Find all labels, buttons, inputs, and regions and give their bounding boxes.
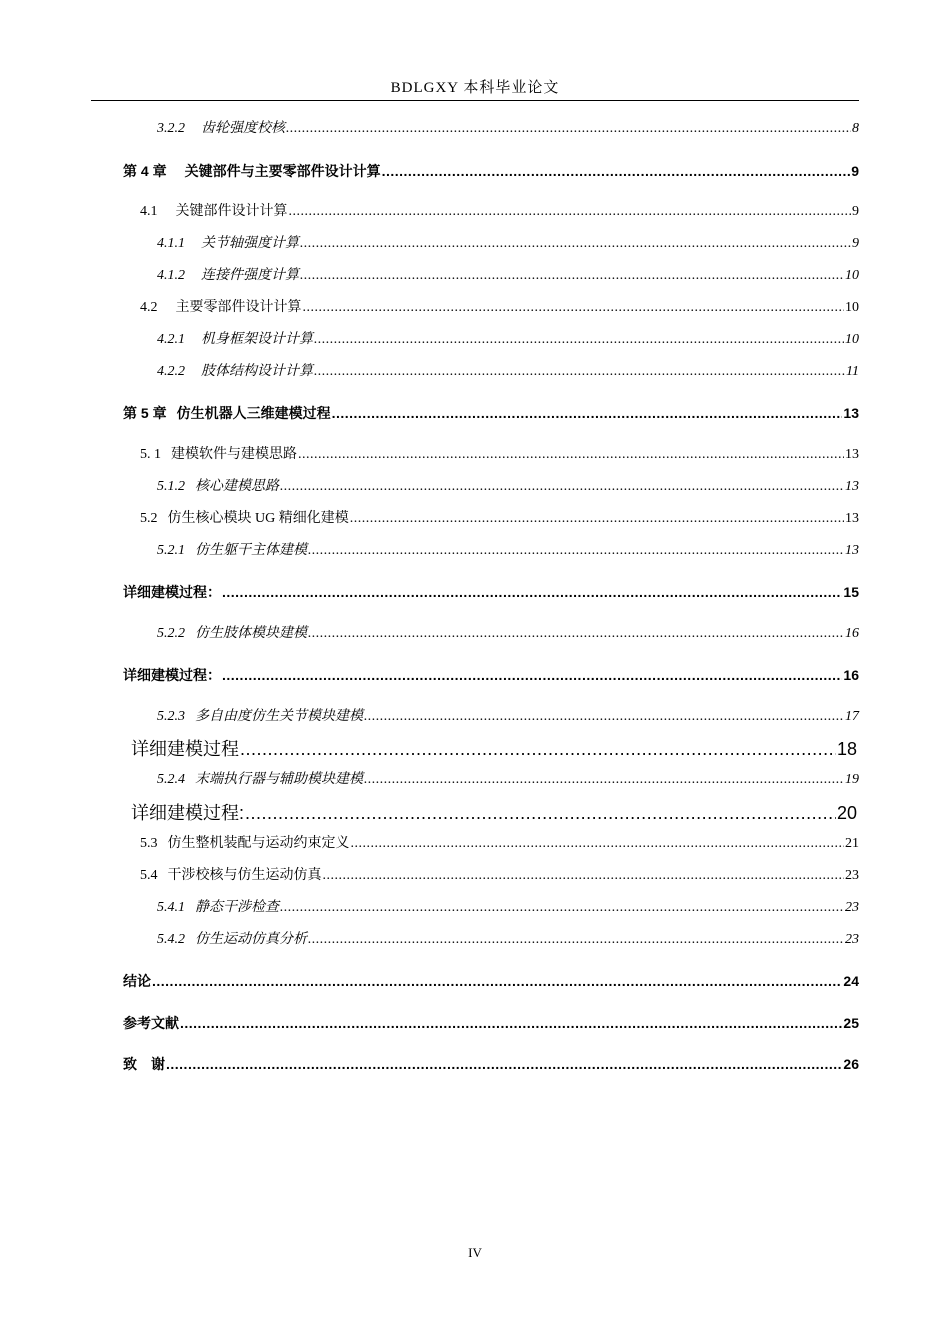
toc-entry-number: 5.2 — [140, 511, 158, 526]
toc-entry[interactable] — [123, 404, 859, 422]
toc-entry-number: 5.2.1 — [157, 543, 185, 558]
toc-entry[interactable] — [157, 625, 859, 643]
toc-entry-title: 静态干涉检查 — [195, 900, 279, 915]
toc-entry-title: 仿生躯干主体建模 — [195, 543, 307, 558]
toc-leader-dots — [300, 235, 851, 253]
toc-entry-page: 24 — [843, 973, 859, 989]
toc-entry-page: 25 — [843, 1015, 859, 1031]
toc-entry-number: 4.2 — [140, 300, 158, 315]
toc-entry-number: 第 5 章 — [123, 405, 167, 421]
toc-leader-dots — [351, 835, 845, 853]
toc-entry-title: 关键部件设计计算 — [175, 204, 288, 219]
toc-entry-page: 17 — [845, 709, 859, 724]
toc-entry-title: 仿生运动仿真分析 — [195, 932, 307, 947]
toc-entry-number: 5. 1 — [140, 447, 161, 462]
toc-entry-page: 23 — [845, 932, 859, 947]
toc-entry-number: 5.4.2 — [157, 932, 185, 947]
toc-entry-number: 5.4.1 — [157, 900, 185, 915]
toc-entry[interactable] — [157, 708, 859, 726]
toc-entry[interactable] — [157, 331, 859, 349]
toc-entry-page: 15 — [843, 584, 859, 600]
toc-leader-dots — [382, 162, 851, 180]
toc-entry-number: 第 4 章 — [123, 163, 167, 179]
toc-entry-page: 16 — [845, 626, 859, 641]
toc-entry-page: 13 — [845, 479, 859, 494]
toc-entry-number: 5.1.2 — [157, 479, 185, 494]
toc-leader-dots — [314, 331, 844, 349]
toc-entry-page: 8 — [852, 121, 859, 136]
toc-entry-title: 结论 — [123, 973, 151, 989]
toc-entry-page: 23 — [845, 868, 859, 883]
toc-entry-title: 仿生整机装配与运动约束定义 — [167, 836, 350, 851]
toc-entry-title: 详细建模过程 — [131, 739, 239, 759]
toc-entry-title: 详细建模过程: — [131, 803, 245, 823]
toc-entry-page: 16 — [843, 667, 859, 683]
toc-entry[interactable] — [157, 235, 859, 253]
toc-entry-title: 核心建模思路 — [195, 479, 279, 494]
toc-entry-number: 3.2.2 — [157, 121, 185, 136]
toc-entry[interactable] — [123, 583, 859, 601]
toc-leader-dots — [303, 299, 845, 317]
toc-entry-title: 仿生机器人三维建模过程 — [176, 405, 331, 421]
toc-entry[interactable] — [123, 972, 859, 990]
toc-leader-dots — [350, 510, 844, 528]
toc-entry-page: 13 — [845, 543, 859, 558]
toc-entry[interactable] — [140, 299, 859, 317]
toc-entry-number: 5.2.3 — [157, 709, 185, 724]
toc-entry-page: 9 — [851, 163, 859, 179]
toc-entry-page: 26 — [843, 1056, 859, 1072]
toc-leader-dots — [280, 899, 844, 917]
toc-leader-dots — [308, 625, 844, 643]
toc-entry[interactable] — [131, 738, 857, 760]
toc-entry-number: 4.2.1 — [157, 332, 185, 347]
toc-entry[interactable] — [157, 771, 859, 789]
toc-entry-number: 5.3 — [140, 836, 158, 851]
toc-leader-dots — [166, 1055, 842, 1073]
toc-entry-page: 13 — [845, 511, 859, 526]
toc-entry[interactable] — [157, 363, 859, 381]
toc-leader-dots — [289, 203, 852, 221]
toc-entry-title: 干涉校核与仿生运动仿真 — [167, 868, 322, 883]
toc-entry-number: 5.2.2 — [157, 626, 185, 641]
toc-entry-page: 10 — [845, 300, 859, 315]
toc-entry[interactable] — [140, 510, 859, 528]
toc-entry-page: 10 — [845, 332, 859, 347]
toc-entry-number: 4.1.1 — [157, 236, 185, 251]
toc-entry[interactable] — [123, 1055, 859, 1073]
toc-entry[interactable] — [157, 120, 859, 138]
toc-entry[interactable] — [157, 267, 859, 285]
toc-leader-dots — [280, 478, 844, 496]
toc-entry[interactable] — [140, 203, 859, 221]
toc-entry-page: 13 — [845, 447, 859, 462]
toc-leader-dots — [308, 931, 844, 949]
toc-entry-page: 21 — [845, 836, 859, 851]
toc-entry-number: 5.2.4 — [157, 772, 185, 787]
toc-entry-title: 致 谢 — [123, 1056, 165, 1072]
toc-entry-page: 9 — [852, 204, 859, 219]
toc-entry-page: 11 — [846, 364, 859, 379]
toc-entry-title: 主要零部件设计计算 — [175, 300, 302, 315]
toc-entry-title: 参考文献 — [123, 1015, 179, 1031]
toc-entry-number: 5.4 — [140, 868, 158, 883]
toc-entry-page: 20 — [836, 803, 857, 823]
toc-leader-dots — [298, 446, 844, 464]
toc-entry-title: 多自由度仿生关节模块建模 — [195, 709, 363, 724]
toc-entry-title: 详细建模过程： — [123, 667, 221, 683]
toc-entry[interactable] — [123, 666, 859, 684]
toc-entry-title: 仿生核心模块 UG 精细化建模 — [167, 511, 349, 526]
toc-entry-title: 仿生肢体模块建模 — [195, 626, 307, 641]
toc-entry-number: 4.1 — [140, 204, 158, 219]
toc-entry[interactable] — [157, 931, 859, 949]
toc-leader-dots — [364, 771, 844, 789]
toc-entry-page: 19 — [845, 772, 859, 787]
toc-leader-dots — [323, 867, 845, 885]
toc-entry-title: 机身框架设计计算 — [201, 332, 313, 347]
toc-leader-dots — [222, 583, 842, 601]
toc-entry-title: 建模软件与建模思路 — [171, 447, 297, 462]
running-header: BDLGXY 本科毕业论文 — [390, 80, 560, 96]
toc-leader-dots — [314, 363, 845, 381]
toc-leader-dots — [245, 802, 836, 824]
toc-leader-dots — [332, 404, 843, 422]
toc-leader-dots — [300, 267, 844, 285]
toc-entry-page: 9 — [852, 236, 859, 251]
toc-entry[interactable] — [131, 802, 857, 824]
toc-entry[interactable] — [123, 1014, 859, 1032]
toc-leader-dots — [180, 1014, 842, 1032]
toc-entry-title: 齿轮强度校核 — [201, 121, 285, 136]
page-number: IV — [468, 1245, 482, 1260]
toc-leader-dots — [364, 708, 844, 726]
toc-leader-dots — [308, 542, 844, 560]
toc-entry-title: 连接件强度计算 — [201, 268, 299, 283]
toc-entry-number: 4.2.2 — [157, 364, 185, 379]
toc-entry[interactable] — [157, 478, 859, 496]
toc-entry-number: 4.1.2 — [157, 268, 185, 283]
toc-entry[interactable] — [157, 899, 859, 917]
toc-entry-title: 肢体结构设计计算 — [201, 364, 313, 379]
toc-entry-page: 23 — [845, 900, 859, 915]
toc-leader-dots — [240, 738, 836, 760]
toc-entry[interactable] — [123, 162, 859, 180]
toc-entry[interactable] — [140, 446, 859, 464]
toc-entry-title: 关键部件与主要零部件设计计算 — [184, 163, 381, 179]
toc-leader-dots — [222, 666, 842, 684]
toc-entry[interactable] — [157, 542, 859, 560]
toc-entry-page: 18 — [836, 739, 857, 759]
toc-leader-dots — [286, 120, 851, 138]
toc-entry[interactable] — [140, 867, 859, 885]
toc-entry-page: 13 — [843, 405, 859, 421]
toc-leader-dots — [152, 972, 842, 990]
toc-entry-page: 10 — [845, 268, 859, 283]
toc-entry-title: 末端执行器与辅助模块建模 — [195, 772, 363, 787]
toc-entry[interactable] — [140, 835, 859, 853]
toc-entry-title: 关节轴强度计算 — [201, 236, 299, 251]
toc-entry-title: 详细建模过程： — [123, 584, 221, 600]
